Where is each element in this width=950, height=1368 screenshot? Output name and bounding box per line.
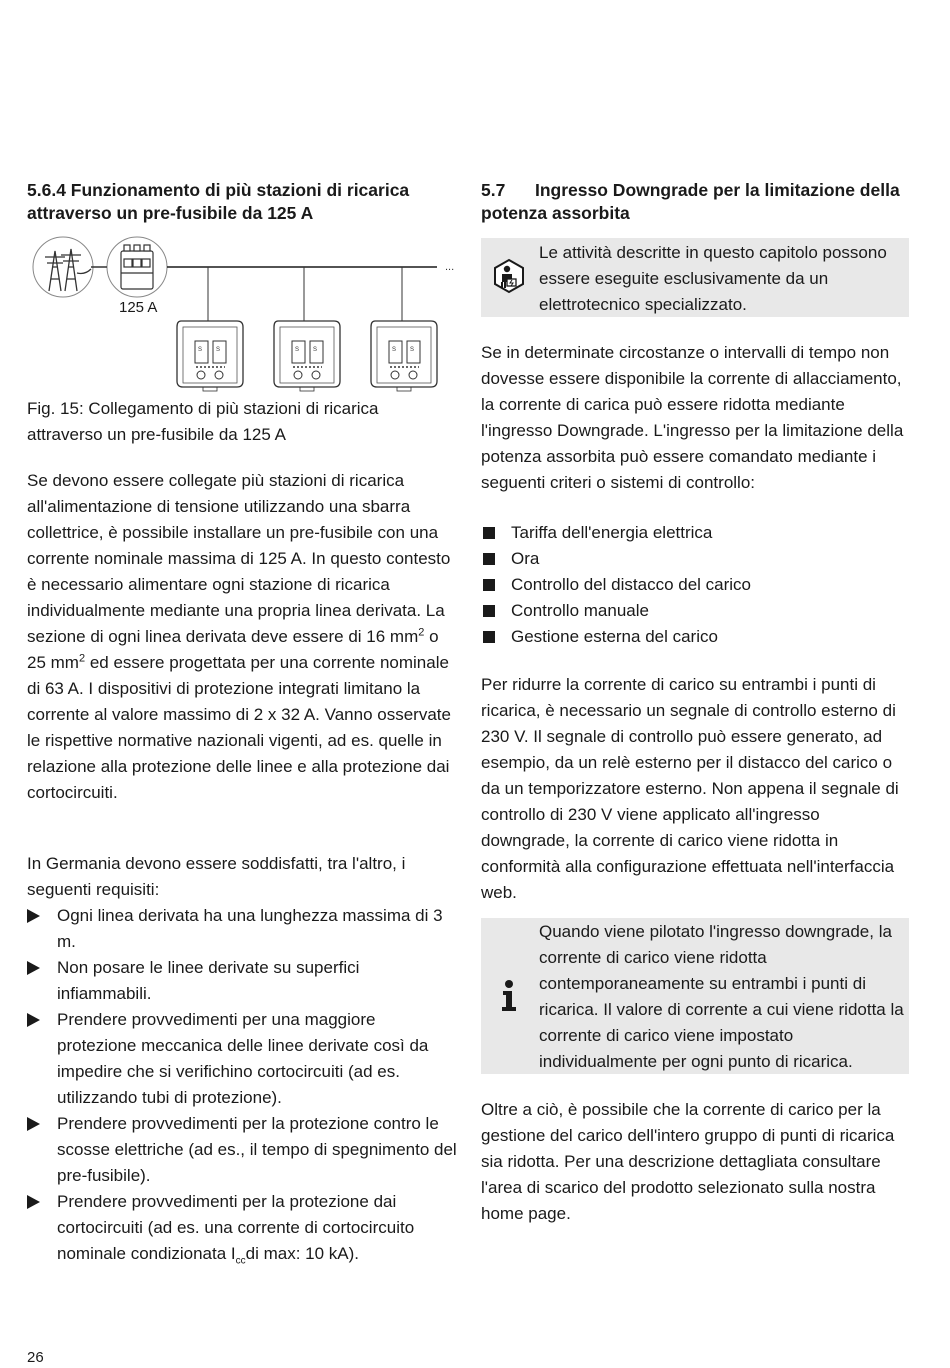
electrician-icon	[487, 254, 531, 298]
figure-caption: Fig. 15: Collegamento di più stazioni di ricarica attraverso un pre-fusibile da 125 A	[27, 399, 379, 444]
svg-text:S: S	[313, 347, 318, 353]
section-heading-5-6-4: 5.6.4 Funzionamento di più stazioni di ricarica attraverso un pre-fusibile da 125 A	[27, 180, 410, 223]
charging-station-2	[274, 321, 340, 391]
paragraph-germany-requirements: In Germania devono essere soddisfatti, tra l'altro, i seguenti requisiti:	[27, 854, 406, 899]
bus-continuation: ...	[445, 261, 455, 273]
section-heading-5-7: 5.7 Ingresso Downgrade per la limitazione della potenza assorbita	[481, 180, 900, 223]
list-item: Non posare le linee derivate su superfici infiammabili.	[27, 955, 457, 1007]
svg-text:S: S	[410, 347, 415, 353]
svg-text:S: S	[392, 347, 397, 353]
info-icon	[487, 974, 531, 1018]
triangle-bullet-icon	[27, 961, 40, 975]
square-bullet-icon	[483, 553, 495, 565]
fuse-rating-label: 125 A	[119, 299, 158, 316]
triangle-bullet-icon	[27, 1013, 40, 1027]
list-item: Gestione esterna del carico	[481, 624, 911, 650]
requirements-list	[27, 903, 457, 1267]
note-text: Le attività descritte in questo capitolo possono essere eseguite esclusivamente da un elettrotecnico specializzato.	[539, 243, 887, 314]
triangle-bullet-icon	[27, 1195, 40, 1209]
wiring-figure	[27, 233, 457, 393]
list-item: Controllo del distacco del carico	[481, 572, 911, 598]
svg-text:S: S	[198, 347, 203, 353]
wiring-diagram	[27, 233, 457, 393]
paragraph-control-signal: Per ridurre la corrente di carico su entrambi i punti di ricarica, è necessario un segnale di controllo esterno di 230 V. Il segnale di controllo può essere generato, ad esempio, da un relè esterno per il distacco del carico o da un temporizzatore esterno. Non appena il segnale di controllo di 230 V viene applicato all'ingresso downgrade, la corrente di carico viene ridotta in conformità alla configurazione effettuata nell'interfaccia web.	[481, 675, 899, 902]
square-bullet-icon	[483, 527, 495, 539]
list-item: Prendere provvedimenti per la protezione contro le scosse elettriche (ad es., il tempo di spegnimento del pre-fusibile).	[27, 1111, 457, 1189]
list-item: Controllo manuale	[481, 598, 911, 624]
charging-station-1	[177, 321, 243, 391]
note-text: Quando viene pilotato l'ingresso downgrade, la corrente di carico viene ridotta contemporaneamente su entrambi i punti di ricarica. Il valore di corrente a cui viene ridotta la corrente di carico viene impostato individualmente per ogni punto di ricarica.	[539, 922, 904, 1071]
list-item: Prendere provvedimenti per una maggiore protezione meccanica delle linee derivate così da impedire che si verifichino cortocircuiti (ad es. utilizzando tubi di protezione).	[27, 1007, 457, 1111]
square-bullet-icon	[483, 631, 495, 643]
svg-text:S: S	[216, 347, 221, 353]
triangle-bullet-icon	[27, 1117, 40, 1131]
electrician-note	[481, 238, 909, 317]
square-bullet-icon	[483, 579, 495, 591]
criteria-list	[481, 520, 911, 650]
list-item: Ogni linea derivata ha una lunghezza massima di 3 m.	[27, 903, 457, 955]
square-bullet-icon	[483, 605, 495, 617]
page-number: 26	[27, 1349, 44, 1366]
svg-text:S: S	[295, 347, 300, 353]
paragraph-group-load: Oltre a ciò, è possibile che la corrente di carico per la gestione del carico dell'intero gruppo di punti di ricarica sia ridotta. Per una descrizione dettagliata consultare l'area di scarico del prodotto selezionato sulla nostra home page.	[481, 1100, 895, 1223]
info-note	[481, 918, 909, 1074]
paragraph-downgrade-intro: Se in determinate circostanze o intervalli di tempo non dovesse essere disponibile la corrente di allacciamento, la corrente di carica può essere ridotta mediante l'ingresso Downgrade. L'ingresso per la limitazione della potenza assorbita può essere comandato mediante i seguenti criteri o sistemi di controllo:	[481, 343, 904, 492]
charging-station-3	[371, 321, 437, 391]
list-item: Tariffa dell'energia elettrica	[481, 520, 911, 546]
paragraph-busbar: Se devono essere collegate più stazioni di ricarica all'alimentazione di tensione utilizzando una sbarra collettrice, è possibile installare un pre-fusibile con una corrente nominale massima di 125 A. In questo contesto è necessario alimentare ogni stazione di ricarica individualmente mediante una propria linea derivata. La sezione di ogni linea derivata deve essere di 16 $mm^2$ o 25 $mm^2$ ed essere progettata per una corrente nominale di 63 A. I dispositivi di protezione integrati limitano la corrente al valore massimo di 2 x 32 A. Vanno osservate le rispettive normative nazionali vigenti, ad es. quelle in relazione alla protezione delle linee e alla protezione dai cortocircuiti.	[27, 471, 451, 802]
list-item: Prendere provvedimenti per la protezione dai cortocircuiti (ad es. una corrente di cortocircuito nominale condizionata $I_{cc}di$ max: 10 kA).	[27, 1189, 457, 1267]
fuse-icon	[91, 237, 167, 297]
power-pylon-icon	[33, 237, 93, 297]
list-item: Ora	[481, 546, 911, 572]
triangle-bullet-icon	[27, 909, 40, 923]
